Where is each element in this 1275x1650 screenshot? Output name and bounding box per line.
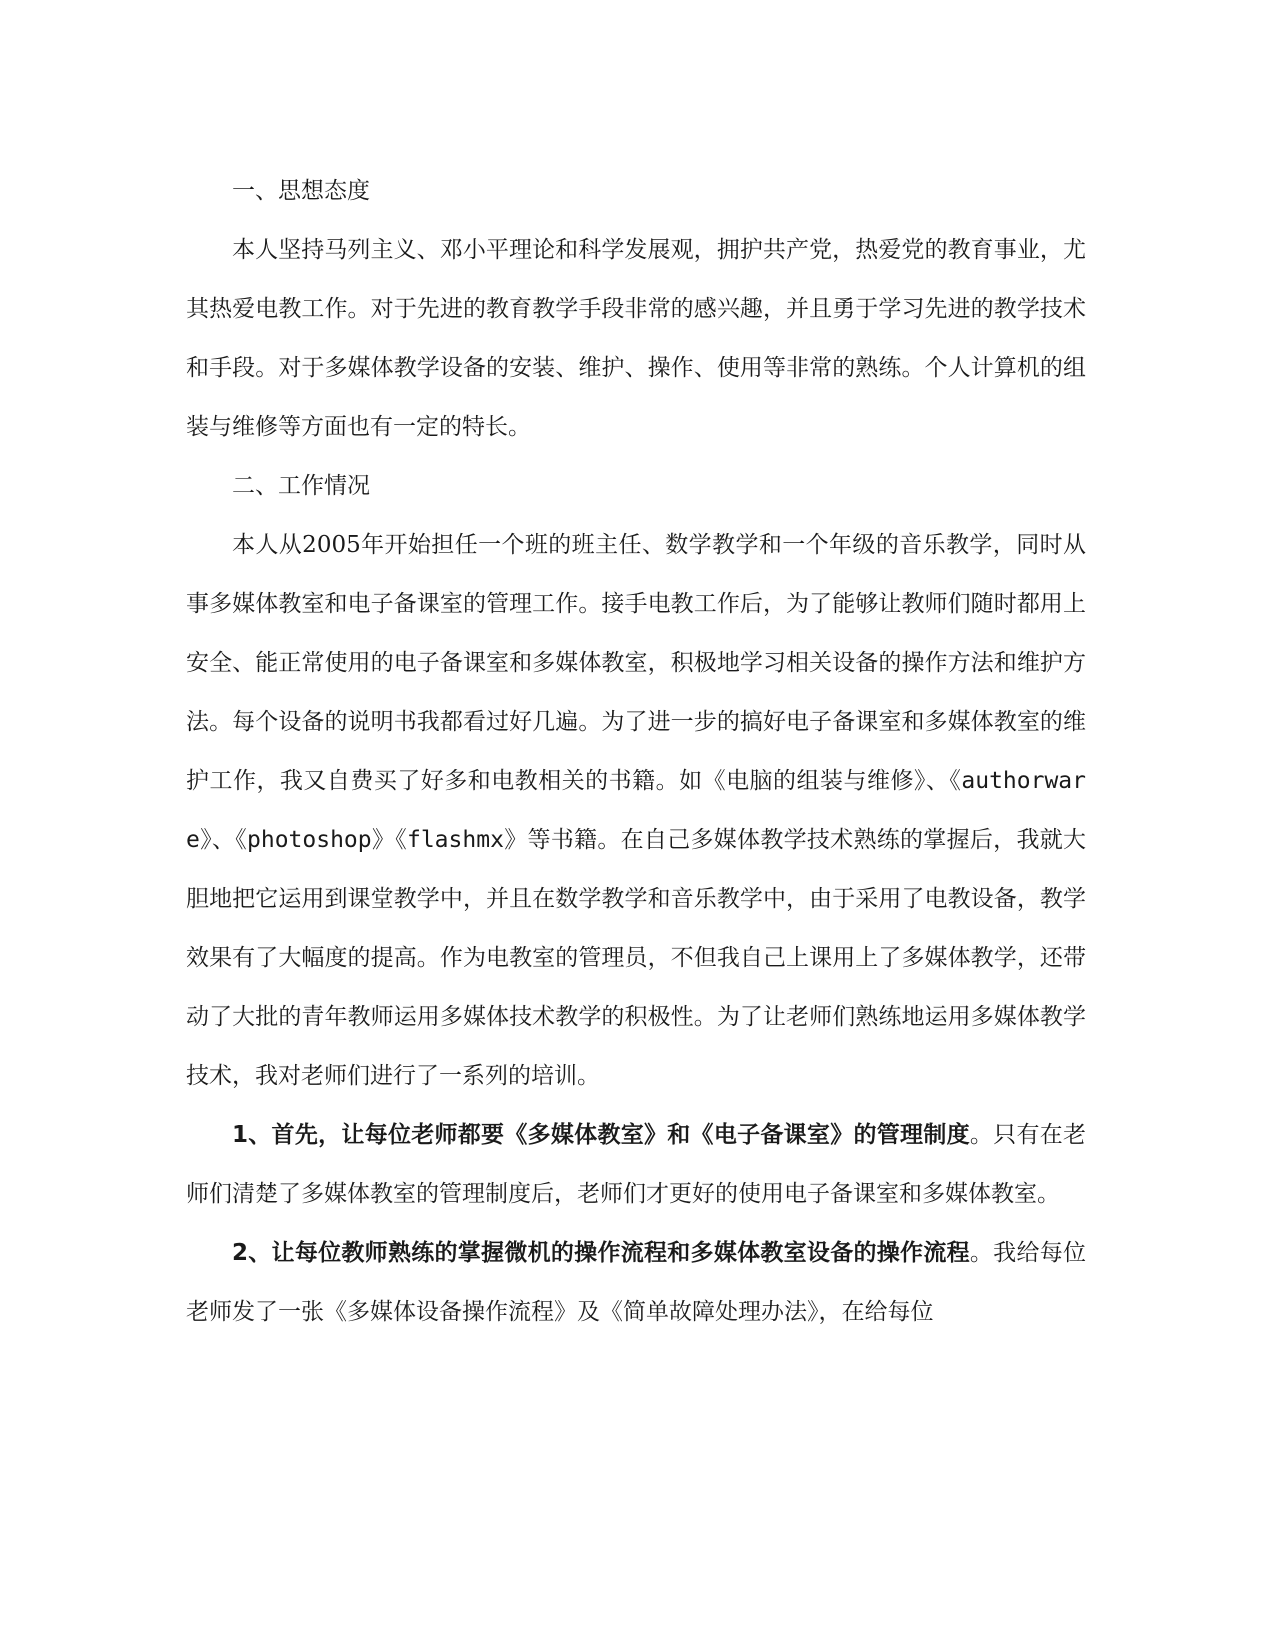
list-item-1-bold: 1、首先，让每位老师都要《多媒体教室》和《电子备课室》的管理制度 [232, 1122, 970, 1148]
paragraph-work-text-d: 》等书籍。在自己多媒体教学技术熟练的掌握后，我就大胆地把它运用到课堂教学中，并且在数学教学和音乐教学中，由于采用了电教设备，教学效果有了大幅度的提高。作为电教室的管理员，不但我自己上课用上了多媒体教学，还带动了大批的青年教师运用多媒体技术教学的积极性。为了让老师们熟练地运用多媒体教学技术，我对老师们进行了一系列的培训。 [186, 827, 1087, 1089]
list-item-2-text: 。我给每位老师发了一张《多媒体设备操作流程》及《简单故障处理办法》，在给每位 [186, 1240, 1086, 1325]
book-title-flashmx: flashmx [406, 827, 504, 853]
paragraph-work-text-a: 本人从2005年开始担任一个班的班主任、数学教学和一个年级的音乐教学，同时从事多媒体教室和电子备课室的管理工作。接手电教工作后，为了能够让教师们随时都用上安全、能正常使用的电子备课室和多媒体教室，积极地学习相关设备的操作方法和维护方法。每个设备的说明书我都看过好几遍。为了进一步的搞好电子备课室和多媒体教室的维护工作，我又自费买了好多和电教相关的书籍。如《电脑的组装与维修》、《 [186, 532, 1086, 794]
paragraph-work-text-b: 》、《 [199, 827, 247, 853]
book-title-authorware: authorware [186, 768, 1086, 853]
paragraph-thought: 本人坚持马列主义、邓小平理论和科学发展观，拥护共产党，热爱党的教育事业，尤其热爱电教工作。对于先进的教育教学手段非常的感兴趣，并且勇于学习先进的教学技术和手段。对于多媒体教学设备的安装、维护、操作、使用等非常的熟练。个人计算机的组装与维修等方面也有一定的特长。 [186, 237, 1086, 440]
document-body [186, 162, 1086, 1342]
book-title-photoshop: photoshop [247, 827, 372, 853]
list-item-1-text: 。只有在老师们清楚了多媒体教室的管理制度后，老师们才更好的使用电子备课室和多媒体教室。 [186, 1122, 1086, 1207]
list-item-2 [186, 1224, 1086, 1342]
list-item-2-bold: 2、让每位教师熟练的掌握微机的操作流程和多媒体教室设备的操作流程 [232, 1240, 970, 1266]
paragraph-work [186, 516, 1086, 1106]
section-heading-work: 二、工作情况 [232, 473, 370, 499]
list-item-1 [186, 1106, 1086, 1224]
paragraph-work-text-c: 》《 [371, 827, 407, 853]
section-heading-thought: 一、思想态度 [232, 178, 370, 204]
